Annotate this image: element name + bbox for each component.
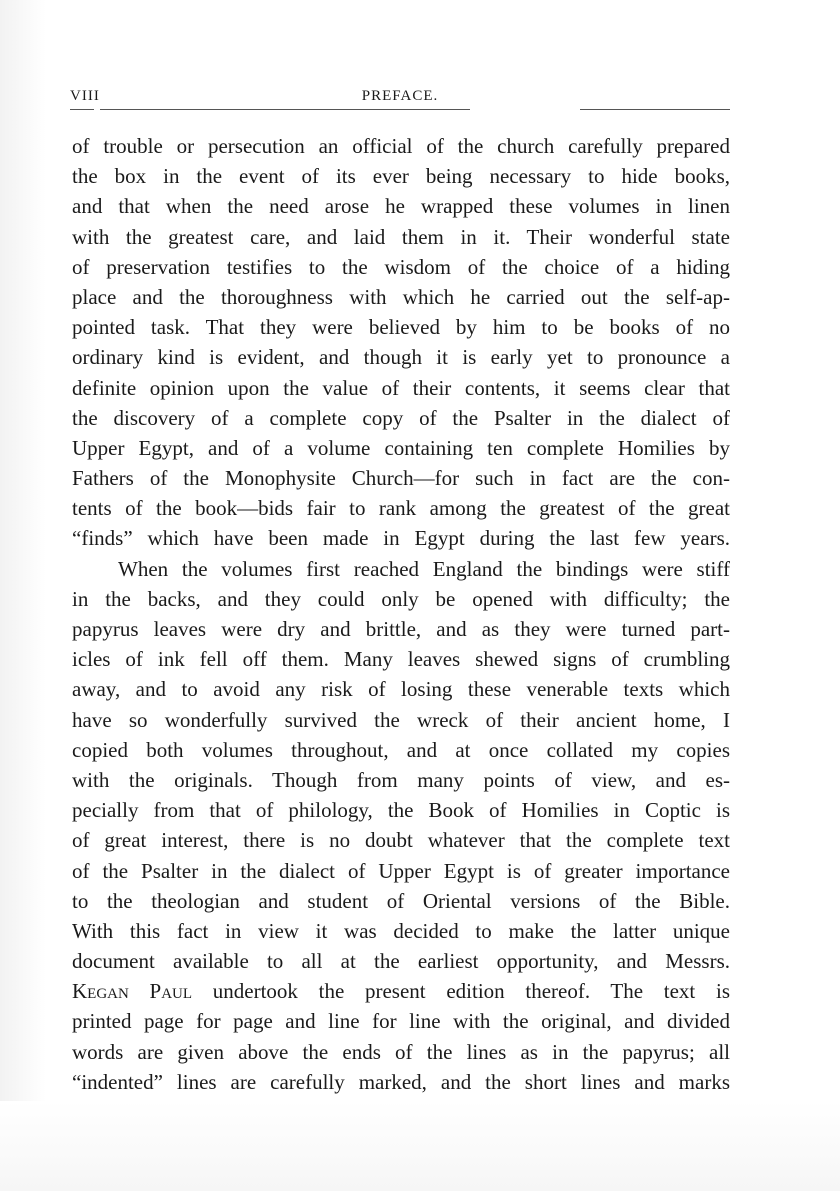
text-line: with the greatest care, and laid them in it. Their wonderful state [72,224,730,249]
text-line: words are given above the ends of the lines as in the papyrus; all [72,1039,730,1064]
text-line-publisher [72,976,730,1006]
text-line: place and the thoroughness with which he carried out the self-ap- [72,284,730,309]
publisher-line-rest: undertook the present edition thereof. The text is [192,979,730,1004]
text-line: printed page for page and line for line with the original, and divided [72,1009,730,1034]
text-line: of great interest, there is no doubt whatever that the complete text [72,828,730,853]
text-line: in the backs, and they could only be opened with difficulty; the [72,586,730,611]
page-number: VIII [70,88,100,104]
text-line: and that when the need arose he wrapped these volumes in linen [72,194,730,219]
text-line: papyrus leaves were dry and brittle, and as they were turned part- [72,617,730,641]
text-line: of the Psalter in the dialect of Upper Egypt is of greater importance [72,858,730,883]
text-line: the discovery of a complete copy of the Psalter in the dialect of [72,405,730,430]
text-line: document available to all at the earliest opportunity, and Messrs. [72,949,730,974]
text-line: copied both volumes throughout, and at once collated my copies [72,737,730,762]
text-line: “finds” which have been made in Egypt during the last few years. [72,526,730,551]
text-line: of preservation testifies to the wisdom of the choice of a hiding [72,254,730,279]
text-line: definite opinion upon the value of their contents, it seems clear that [72,375,730,400]
text-line: away, and to avoid any risk of losing these venerable texts which [72,677,730,702]
header-rule-right [580,109,730,110]
text-line: the box in the event of its ever being necessary to hide books, [72,164,730,189]
text-line: have so wonderfully survived the wreck of their ancient home, I [72,707,730,732]
running-title: PREFACE. [361,88,439,104]
text-line: with the originals. Though from many points of view, and es- [72,767,730,792]
text-line: pecially from that of philology, the Book of Homilies in Coptic is [72,798,730,823]
text-line: Upper Egypt, and of a volume containing ten complete Homilies by [72,435,730,460]
text-line: tents of the book—bids fair to rank among the greatest of the great [72,496,730,521]
text-line: pointed task. That they were believed by him to be books of no [72,315,730,340]
text-line: Fathers of the Monophysite Church—for such in fact are the con- [72,466,730,491]
preface-body-text [72,131,730,1097]
text-line: of trouble or persecution an official of the church carefully prepared [72,134,730,158]
text-line: “indented” lines are carefully marked, and the short lines and marks [72,1069,730,1094]
text-line: ordinary kind is evident, and though it is early yet to pronounce a [72,345,730,370]
text-line: to the theologian and student of Oriental versions of the Bible. [72,888,730,913]
text-line: With this fact in view it was decided to make the latter unique [72,918,730,943]
header-rule-left [70,109,94,110]
publisher-name: Kegan Paul [72,979,193,1004]
header-rule-middle [100,109,470,110]
text-line: icles of ink fell off them. Many leaves shewed signs of crumbling [72,647,730,672]
gutter-shading [0,0,46,1191]
page-bottom-shading [0,1101,840,1191]
paragraph-first-line: When the volumes first reached England the bindings were stiff [118,556,730,581]
